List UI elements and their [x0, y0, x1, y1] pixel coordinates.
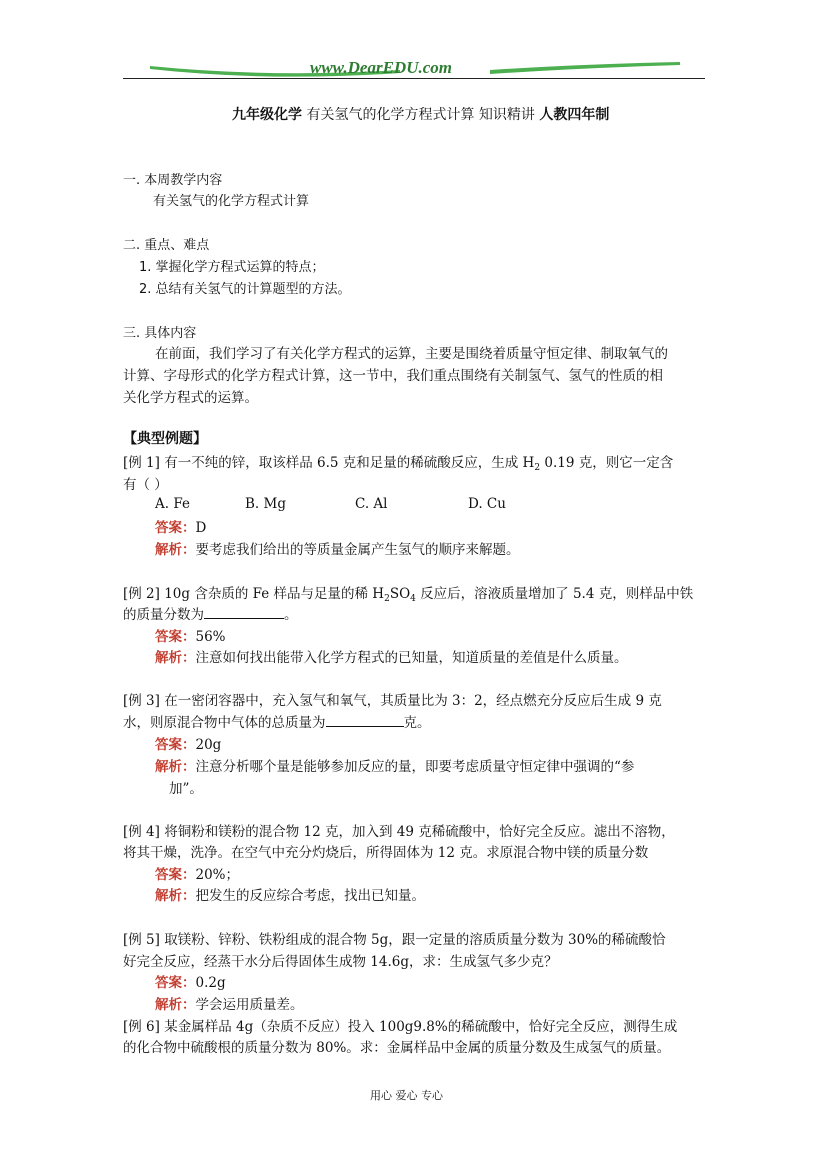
examples-heading: 【典型例题】: [123, 431, 207, 447]
example-6-line-1: [例 6] 某金属样品 4g（杂质不反应）投入 100g9.8%的稀硫酸中，恰好完全反应，测得生成: [123, 1019, 678, 1035]
example-5-answer: [155, 971, 226, 991]
answer-value: 20g: [195, 737, 222, 753]
example-3-line-2: [123, 711, 431, 731]
example-4-answer: [155, 863, 239, 883]
example-2-text-b: 反应后，溶液质量增加了 5.4 克，则样品中铁: [415, 586, 694, 602]
header-divider: [123, 78, 705, 79]
example-2-text-mid: SO: [389, 586, 411, 602]
example-1-line-1: [123, 451, 673, 473]
example-1-text-a: [例 1] 有一不纯的锌，取该样品 6.5 克和足量的稀硫酸反应，生成 H: [123, 455, 535, 471]
section-1-body: 有关氢气的化学方程式计算: [153, 194, 310, 209]
example-2-answer: [155, 625, 226, 645]
analysis-label: 解析：: [155, 542, 196, 558]
example-1-analysis: [155, 538, 520, 558]
title-topic: 有关氢气的化学方程式计算 知识精讲: [306, 107, 535, 123]
example-5-analysis: [155, 993, 304, 1013]
option-c: C. Al: [355, 496, 388, 512]
analysis-text: 要考虑我们给出的等质量金属产生氢气的顺序来解题。: [195, 542, 520, 558]
page-title: [232, 104, 609, 124]
example-1-text-b: 0.19 克，则它一定含: [540, 455, 674, 471]
analysis-text: 把发生的反应综合考虑，找出已知量。: [195, 888, 425, 904]
section-2-title: 二. 重点、难点: [123, 238, 210, 253]
example-2-subscript-1: 2: [384, 594, 390, 604]
example-3-text-b: 克。: [403, 715, 431, 731]
example-4-analysis: [155, 884, 425, 904]
example-2-analysis: [155, 646, 628, 666]
answer-value: 20%；: [195, 867, 240, 883]
example-6-line-2: 的化合物中硫酸根的质量分数为 80%。求：金属样品中金属的质量分数及生成氢气的质量。: [123, 1040, 671, 1056]
answer-label: 答案：: [155, 629, 196, 645]
analysis-label: 解析：: [155, 888, 196, 904]
example-2-line-1: [123, 582, 693, 604]
answer-label: 答案：: [155, 737, 196, 753]
section-3-title: 三. 具体内容: [123, 326, 197, 341]
example-3-text-a: 水，则原混合物中气体的总质量为: [123, 715, 326, 731]
analysis-text: 注意如何找出能带入化学方程式的已知量，知道质量的差值是什么质量。: [195, 650, 628, 666]
example-1-answer: [155, 516, 206, 536]
example-2-text-d: 。: [284, 607, 298, 623]
analysis-label: 解析：: [155, 997, 196, 1013]
example-3-analysis: [155, 755, 634, 775]
example-3-line-1: [例 3] 在一密闭容器中，充入氢气和氧气，其质量比为 3：2，经点燃充分反应后生成 9 克: [123, 693, 662, 709]
example-1-line-2: 有（ ）: [123, 477, 168, 493]
answer-value: D: [195, 520, 207, 536]
section-1-title: 一. 本周教学内容: [123, 173, 223, 188]
analysis-text: 学会运用质量差。: [195, 997, 304, 1013]
option-d: D. Cu: [468, 496, 506, 512]
example-4-line-2: 将其干燥，洗净。在空气中充分灼烧后，所得固体为 12 克。求原混合物中镁的质量分数: [123, 845, 649, 861]
example-3-analysis-cont: 加”。: [169, 781, 203, 797]
answer-label: 答案：: [155, 867, 196, 883]
answer-blank[interactable]: [326, 713, 404, 727]
example-5-line-2: 好完全反应，经蒸干水分后得固体生成物 14.6g，求：生成氢气多少克？: [123, 954, 558, 970]
title-edition: 人教四年制: [539, 107, 610, 123]
section-2-item-1: 1. 掌握化学方程式运算的特点；: [139, 260, 325, 275]
example-2-text-c: 的质量分数为: [123, 607, 204, 623]
example-5-line-1: [例 5] 取镁粉、锌粉、铁粉组成的混合物 5g，跟一定量的溶质质量分数为 30%的稀硫酸恰: [123, 932, 666, 948]
answer-value: 0.2g: [195, 975, 226, 991]
analysis-text: 注意分析哪个量是能够参加反应的量，即要考虑质量守恒定律中强调的“参: [195, 759, 635, 775]
header-logo-text[interactable]: www.DearEDU.com: [310, 58, 452, 77]
page-footer: 用心 爱心 专心: [370, 1089, 443, 1102]
example-2-subscript-2: 4: [410, 594, 416, 604]
answer-label: 答案：: [155, 520, 196, 536]
example-2-text-a: [例 2] 10g 含杂质的 Fe 样品与足量的稀 H: [123, 586, 385, 602]
section-3-line-2: 计算、字母形式的化学方程式计算，这一节中，我们重点围绕有关制氢气、氢气的性质的相: [123, 368, 663, 384]
answer-label: 答案：: [155, 975, 196, 991]
answer-value: 56%: [195, 629, 226, 645]
example-4-line-1: [例 4] 将铜粉和镁粉的混合物 12 克，加入到 49 克稀硫酸中，恰好完全反应。滤出不溶物，: [123, 824, 675, 840]
analysis-label: 解析：: [155, 759, 196, 775]
example-3-answer: [155, 733, 221, 753]
option-b: B. Mg: [245, 496, 286, 512]
option-a: A. Fe: [155, 496, 190, 512]
example-1-subscript: 2: [534, 463, 541, 473]
example-2-line-2: [123, 603, 298, 623]
answer-blank[interactable]: [204, 605, 284, 619]
section-3-line-3: 关化学方程式的运算。: [123, 390, 258, 406]
section-3-line-1: 在前面，我们学习了有关化学方程式的运算，主要是围绕着质量守恒定律、制取氧气的: [155, 346, 668, 362]
section-2-item-2: 2. 总结有关氢气的计算题型的方法。: [139, 282, 351, 297]
title-subject: 九年级化学: [232, 107, 302, 123]
analysis-label: 解析：: [155, 650, 196, 666]
